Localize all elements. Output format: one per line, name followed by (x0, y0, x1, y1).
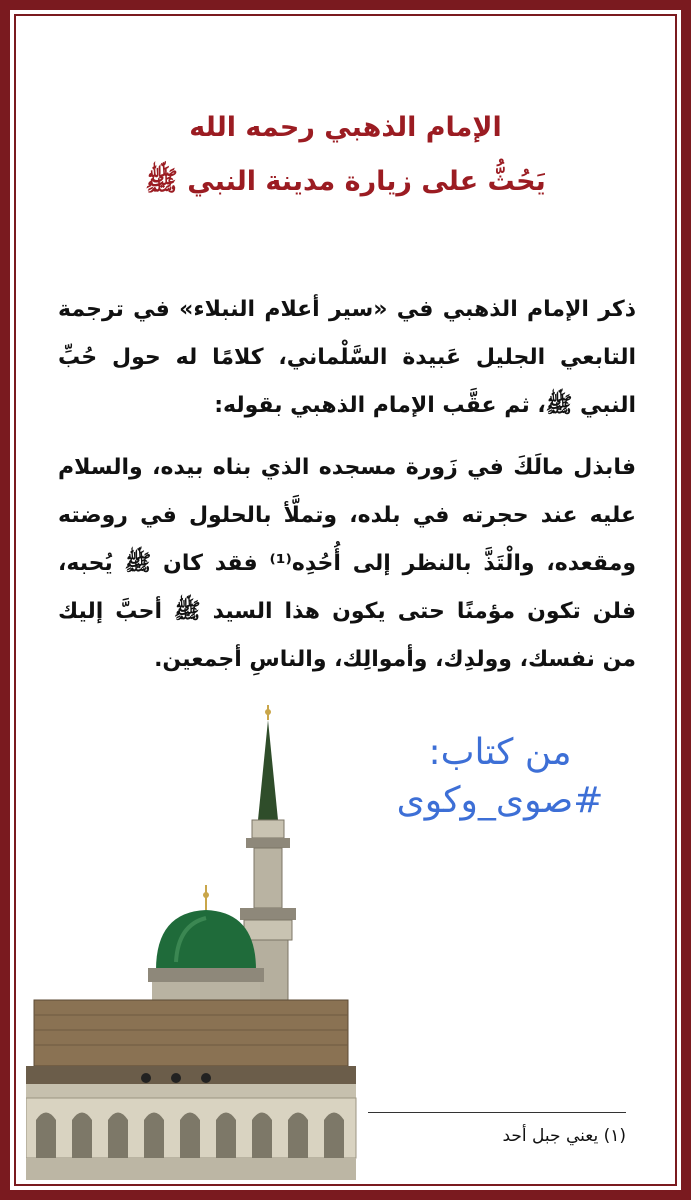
paragraph-intro: ذكر الإمام الذهبي في «سير أعلام النبلاء» في ترجمة التابعي الجليل عَبيدة السَّلْماني، كلامًا له حول حُبِّ النبي ﷺ، ثم عقَّب الإمام الذهبي بقوله: (58, 297, 636, 418)
paragraph-quote: فابذل مالَكَ في زَورة مسجده الذي بناه بيده، والسلام عليه عند حجرته في بلده، وتملَّأ بالحلول في روضته ومقعده، والْتَذَّ بالنظر إلى أُحُدِه⁽¹⁾ فقد كان ﷺ يُحبه، فلن تكون مؤمنًا حتى يكون هذا السيد ﷺ أحبَّ إليك من نفسك، وولدِك، وأموالِك، والناسِ أجمعين. (58, 455, 636, 672)
footnote: (١) يعني جبل أحد (502, 1126, 626, 1146)
mosque-wall (26, 1000, 356, 1180)
source-note-line-1: من كتاب: (428, 732, 572, 773)
title-line-1: الإمام الذهبي رحمه الله (189, 112, 502, 143)
mosque-illustration (26, 700, 366, 1180)
title-line-2: يَحُثُّ على زيارة مدينة النبي ﷺ (145, 166, 546, 197)
green-dome (148, 885, 264, 1000)
footnote-divider (368, 1112, 626, 1113)
source-hashtag[interactable]: #صوى_وكوى (396, 780, 604, 821)
